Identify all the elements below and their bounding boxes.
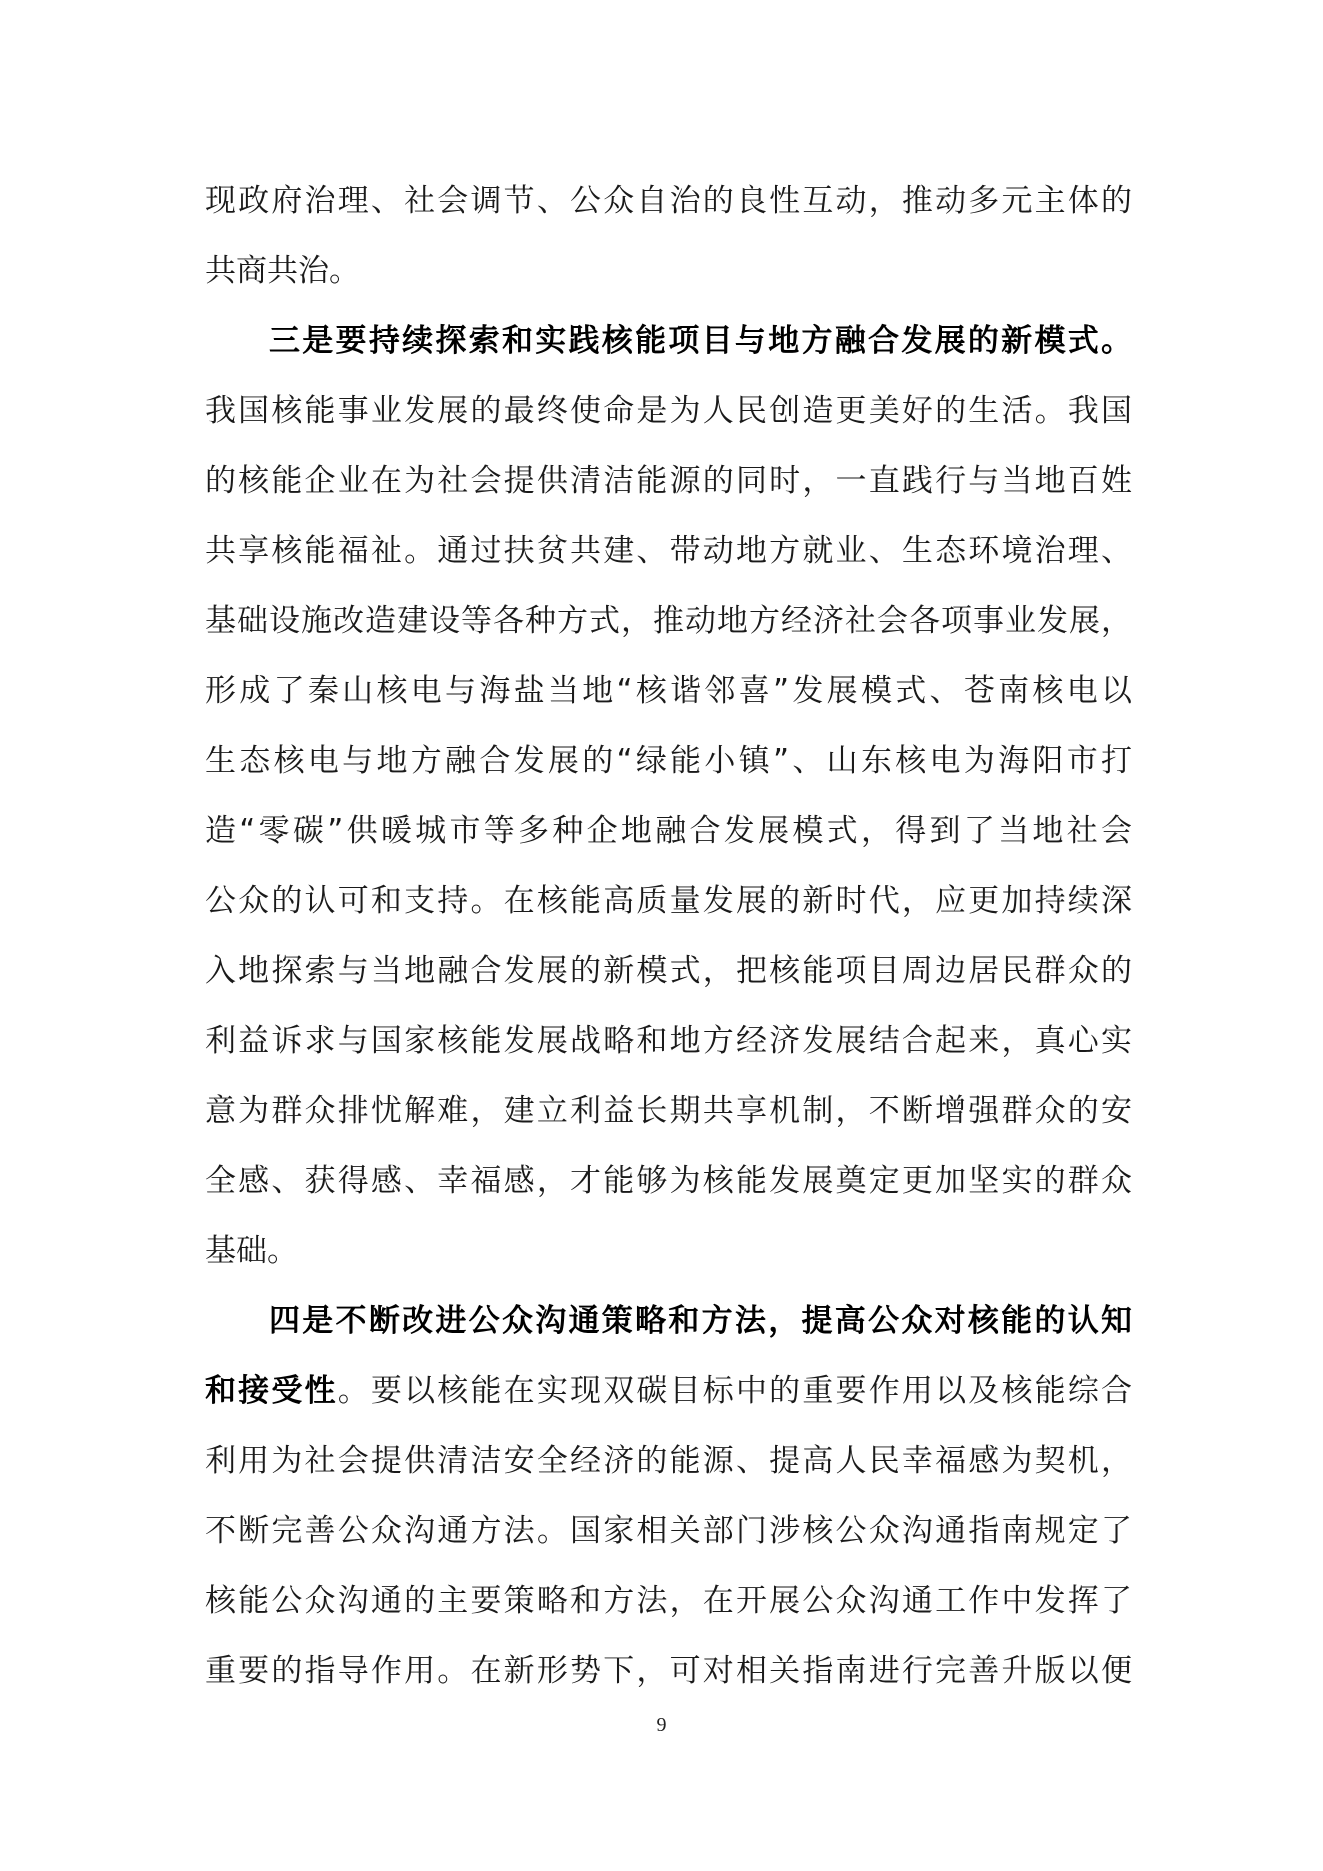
text-line	[205, 936, 1132, 1006]
text-line	[205, 586, 1132, 656]
page-number: 9	[656, 1714, 667, 1736]
text-line	[205, 1636, 1132, 1706]
body-text: 共享核能福祉。通过扶贫共建、带动地方就业、生态环境治理、	[205, 533, 1132, 569]
text-line	[205, 1426, 1132, 1496]
text-line	[205, 376, 1132, 446]
body-text: 造“零碳”供暖城市等多种企地融合发展模式，得到了当地社会	[205, 813, 1132, 849]
document-body	[205, 166, 1132, 1706]
text-line	[205, 516, 1132, 586]
body-text: 全感、获得感、幸福感，才能够为核能发展奠定更加坚实的群众	[205, 1163, 1132, 1199]
body-text: 现政府治理、社会调节、公众自治的良性互动，推动多元主体的	[205, 183, 1132, 219]
body-text: 形成了秦山核电与海盐当地“核谐邻喜”发展模式、苍南核电以	[205, 673, 1132, 709]
body-text: 入地探索与当地融合发展的新模式，把核能项目周边居民群众的	[205, 953, 1132, 989]
text-line	[205, 1566, 1132, 1636]
bold-heading-text: 三是要持续探索和实践核能项目与地方融合发展的新模式。	[269, 323, 1132, 359]
text-line	[205, 1496, 1132, 1566]
text-line	[205, 1076, 1132, 1146]
body-text: 意为群众排忧解难，建立利益长期共享机制，不断增强群众的安	[205, 1093, 1132, 1129]
bold-heading-text: 四是不断改进公众沟通策略和方法，提高公众对核能的认知	[269, 1303, 1132, 1339]
body-text: 生态核电与地方融合发展的“绿能小镇”、山东核电为海阳市打	[205, 743, 1132, 779]
text-line	[205, 1356, 1132, 1426]
body-text: 共商共治。	[205, 253, 360, 289]
text-line	[205, 306, 1132, 376]
body-text: 基础。	[205, 1233, 298, 1269]
body-text: 公众的认可和支持。在核能高质量发展的新时代，应更加持续深	[205, 883, 1132, 919]
text-line	[205, 1006, 1132, 1076]
body-text: 重要的指导作用。在新形势下，可对相关指南进行完善升版以便	[205, 1653, 1132, 1689]
text-line	[205, 726, 1132, 796]
text-line	[205, 166, 1132, 236]
body-text: 我国核能事业发展的最终使命是为人民创造更美好的生活。我国	[205, 393, 1132, 429]
text-line	[205, 796, 1132, 866]
bold-heading-text: 和接受性	[205, 1373, 338, 1409]
body-text: 的核能企业在为社会提供清洁能源的同时，一直践行与当地百姓	[205, 463, 1132, 499]
text-line	[205, 866, 1132, 936]
text-line	[205, 1286, 1132, 1356]
body-text: 核能公众沟通的主要策略和方法，在开展公众沟通工作中发挥了	[205, 1583, 1132, 1619]
text-line	[205, 656, 1132, 726]
body-text: 。要以核能在实现双碳目标中的重要作用以及核能综合	[337, 1373, 1133, 1409]
body-text: 利益诉求与国家核能发展战略和地方经济发展结合起来，真心实	[205, 1023, 1132, 1059]
text-line	[205, 1216, 1132, 1286]
body-text: 基础设施改造建设等各种方式，推动地方经济社会各项事业发展，	[205, 603, 1132, 639]
text-line	[205, 236, 1132, 306]
body-text: 不断完善公众沟通方法。国家相关部门涉核公众沟通指南规定了	[205, 1513, 1132, 1549]
text-line	[205, 446, 1132, 516]
text-line	[205, 1146, 1132, 1216]
body-text: 利用为社会提供清洁安全经济的能源、提高人民幸福感为契机，	[205, 1443, 1132, 1479]
